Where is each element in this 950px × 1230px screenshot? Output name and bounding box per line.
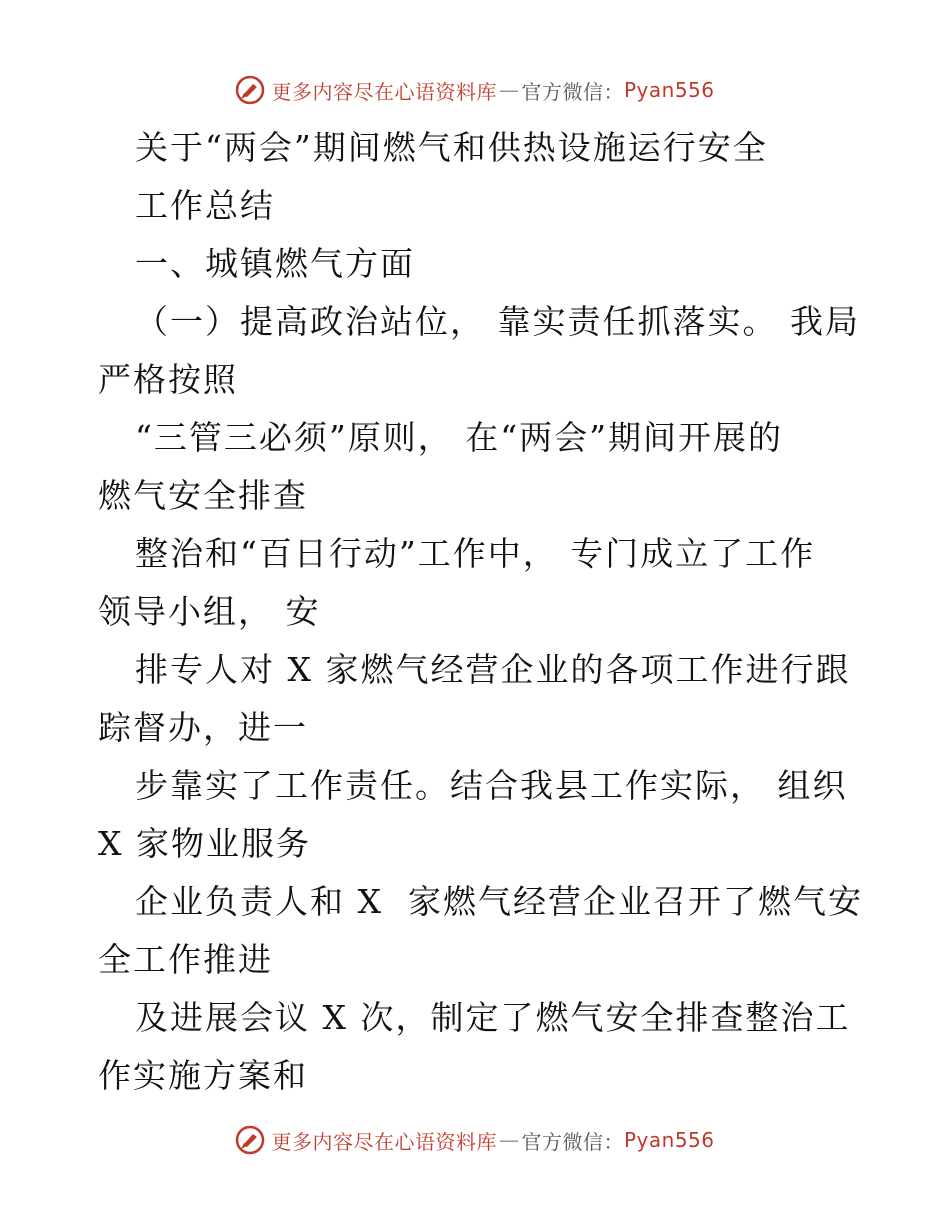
watermark-wechat-id: Pyan556	[623, 1128, 715, 1152]
doc-title-line-2: 工作总结	[135, 186, 275, 225]
watermark-official: 官方微信：	[521, 1129, 624, 1154]
watermark-header	[0, 70, 950, 110]
watermark-dash: —	[498, 78, 520, 102]
paragraph-line: 排专人对 X 家燃气经营企业的各项工作进行跟	[135, 650, 851, 689]
paragraph-line: 踪督办，进一	[98, 708, 308, 747]
paragraph-line: 全工作推进	[98, 940, 273, 979]
paragraph-line: 整治和“百日行动”工作中， 专门成立了工作	[135, 534, 816, 573]
watermark-text: 更多内容尽在心语资料库	[271, 79, 497, 104]
paragraph-line: 严格按照	[98, 360, 238, 399]
paragraph-line: 燃气安全排查	[98, 476, 308, 515]
section-heading: 一、城镇燃气方面	[135, 244, 415, 283]
paragraph-line: 步靠实了工作责任。结合我县工作实际， 组织	[135, 766, 848, 805]
paragraph-line: “三管三必须”原则， 在“两会”期间开展的	[135, 418, 783, 457]
logo-icon	[235, 75, 265, 105]
paragraph-line: 及进展会议 X 次，制定了燃气安全排查整治工	[135, 998, 851, 1037]
paragraph-line: 作实施方案和	[98, 1056, 308, 1095]
paragraph-line: 领导小组， 安	[98, 592, 321, 631]
watermark-dash: —	[498, 1128, 520, 1152]
watermark-official: 官方微信：	[521, 79, 624, 104]
paragraph-line: 企业负责人和 X 家燃气经营企业召开了燃气安	[135, 882, 863, 921]
paragraph-line: X 家物业服务	[98, 824, 311, 863]
paragraph-line: （一）提高政治站位， 靠实责任抓落实。 我局	[135, 302, 860, 341]
watermark-footer	[0, 1120, 950, 1160]
logo-icon	[235, 1125, 265, 1155]
watermark-text: 更多内容尽在心语资料库	[271, 1129, 497, 1154]
watermark-wechat-id: Pyan556	[623, 78, 715, 102]
doc-title-line-1: 关于“两会”期间燃气和供热设施运行安全	[135, 128, 768, 167]
